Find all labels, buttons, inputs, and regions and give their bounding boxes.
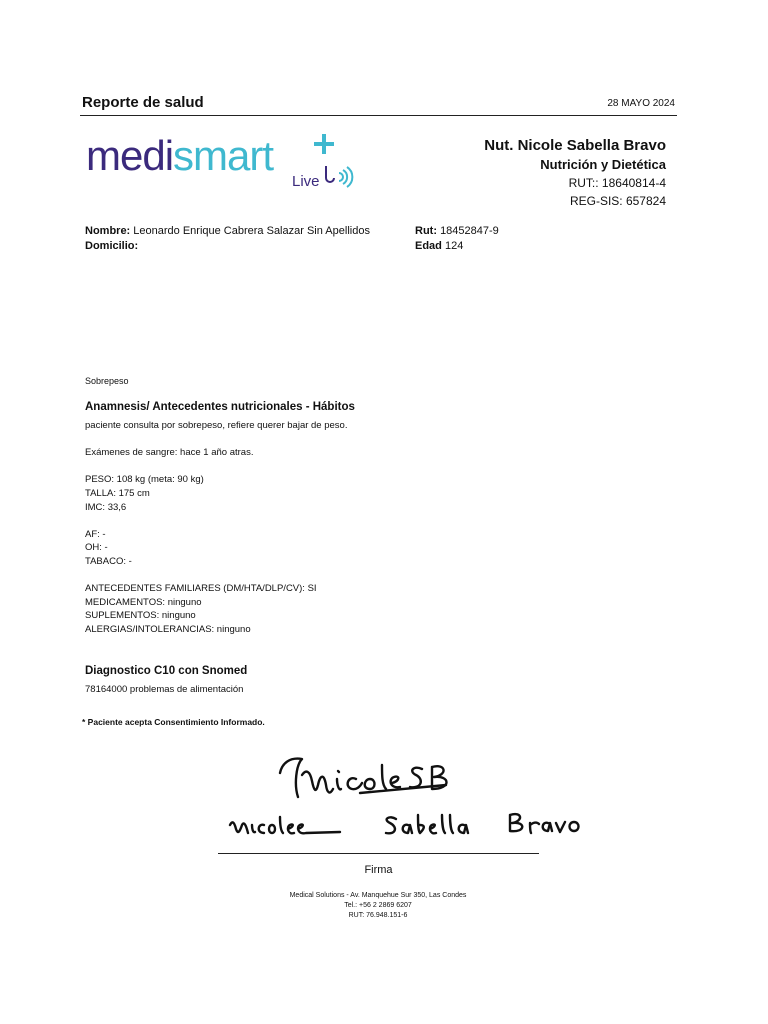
anamnesis-line: AF: - [85, 528, 106, 540]
svg-text:medismart [86, 132, 274, 179]
doctor-rut: RUT:: 18640814-4 [568, 176, 666, 190]
anamnesis-line: ANTECEDENTES FAMILIARES (DM/HTA/DLP/CV): SI [85, 583, 317, 595]
handwritten-signature [210, 745, 600, 845]
logo-text-live: Live [292, 173, 320, 190]
patient-age-label: Edad [415, 240, 442, 252]
anamnesis-line [85, 433, 347, 447]
doctor-name: Nut. Nicole Sabella Bravo [484, 137, 666, 154]
anamnesis-line: TALLA: 175 cm [85, 487, 150, 499]
anamnesis-title: Anamnesis/ Antecedentes nutricionales - Hábitos [85, 401, 355, 413]
diagnosis-title: Diagnostico C10 con Snomed [85, 665, 248, 677]
anamnesis-line [85, 460, 347, 474]
anamnesis-line: SUPLEMENTOS: ninguno [85, 610, 196, 622]
anamnesis-line: ALERGIAS/INTOLERANCIAS: ninguno [85, 623, 251, 635]
patient-name-value: Leonardo Enrique Cabrera Salazar Sin Apellidos [133, 225, 370, 237]
anamnesis-line: Exámenes de sangre: hace 1 año atras. [85, 447, 254, 459]
anamnesis-body [85, 419, 347, 637]
patient-rut-row [415, 225, 499, 237]
patient-name-row [85, 225, 370, 237]
patient-rut-label: Rut: [415, 225, 437, 237]
anamnesis-line: MEDICAMENTOS: ninguno [85, 596, 202, 608]
patient-age-value: 124 [444, 240, 464, 252]
footer-address: Medical Solutions - Av. Manquehue Sur 350, Las Condes [289, 892, 467, 899]
patient-name-label: Nombre: [85, 225, 131, 237]
diagnosis-value: 78164000 problemas de alimentación [85, 684, 244, 695]
patient-address-row [85, 240, 138, 252]
signature-label: Firma [364, 864, 393, 876]
header-divider [80, 115, 677, 116]
broadcast-icon [326, 166, 352, 187]
footer-phone: Tel.: +56 2 2869 6207 [344, 902, 412, 909]
anamnesis-line: PESO: 108 kg (meta: 90 kg) [85, 474, 204, 486]
anamnesis-line: OH: - [85, 542, 108, 554]
patient-rut-value: 18452847-9 [440, 225, 499, 237]
consent-note: * Paciente acepta Consentimiento Informado. [82, 717, 265, 727]
patient-age-row [415, 240, 463, 252]
medismart-logo [86, 132, 366, 194]
doctor-reg-sis: REG-SIS: 657824 [569, 194, 666, 208]
anamnesis-line [85, 514, 347, 528]
footer-rut: RUT: 76.948.151-6 [348, 912, 408, 919]
signature-line [218, 853, 539, 854]
report-title: Reporte de salud [82, 94, 204, 111]
logo-text-medi: medi [86, 132, 174, 179]
logo-text-smart: smart [173, 132, 274, 179]
anamnesis-line: IMC: 33,6 [85, 501, 127, 513]
doctor-specialty: Nutrición y Dietética [540, 157, 666, 172]
anamnesis-line: TABACO: - [85, 555, 132, 567]
anamnesis-line [85, 569, 347, 583]
anamnesis-line: paciente consulta por sobrepeso, refiere querer bajar de peso. [85, 420, 348, 431]
report-date: 28 MAYO 2024 [607, 98, 675, 109]
summary-text: Sobrepeso [85, 376, 129, 386]
patient-address-label: Domicilio: [85, 240, 139, 252]
